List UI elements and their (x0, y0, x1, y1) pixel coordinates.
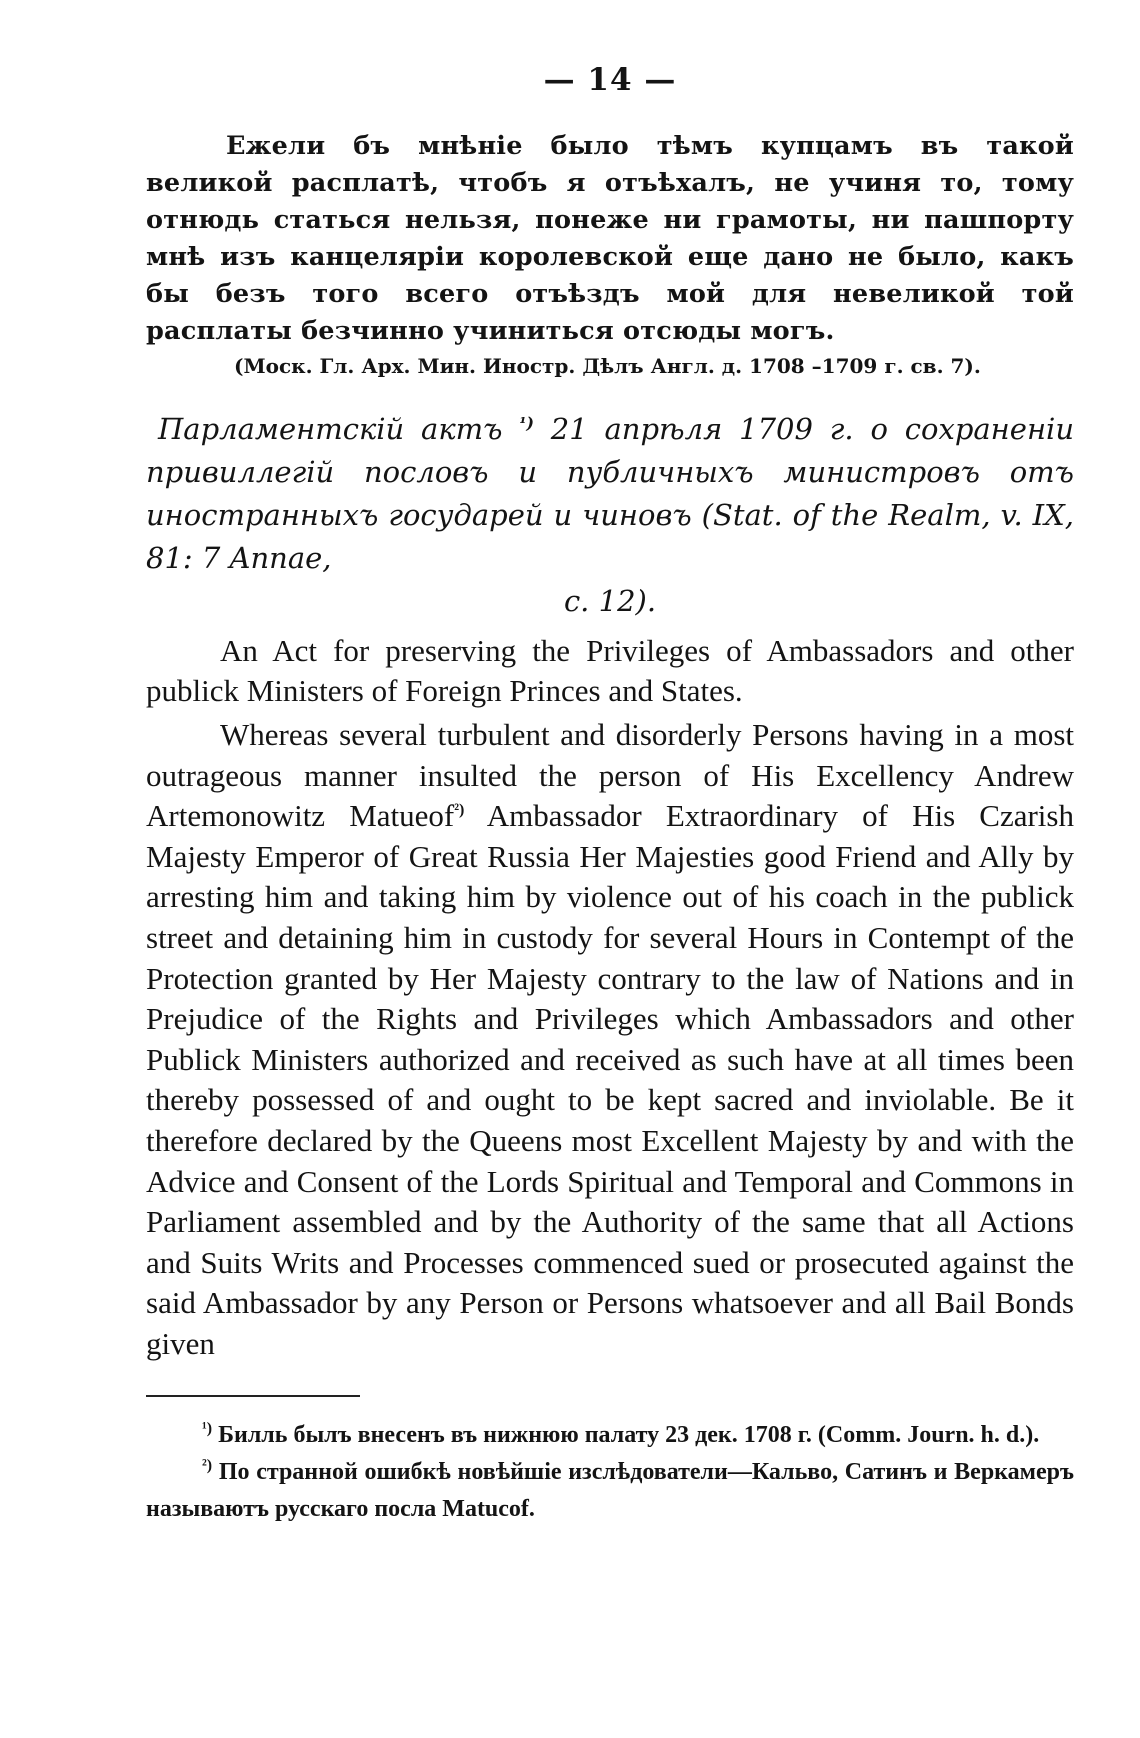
footnote-divider (146, 1395, 360, 1397)
footnote-1-mark: ¹) (202, 1419, 213, 1437)
english-body-part1: Whereas several turbulent and disorderly Persons having in a most outrageous manner insulted the person of His Excellency Andrew Artemonowitz Matueof (146, 717, 1074, 834)
english-body-part2: Ambassador Extraordinary of His Czarish Majesty Emperor of Great Russia Her Majesties good Friend and Ally by arresting him and taking him by violence out of his coach in the publick street and detaining him in custody for several Hours in Contempt of the Protection granted by Her Majesty contrary to the law of Nations and in Prejudice of the Rights and Privileges which Ambassadors and other Publick Ministers authorized and received as such have at all times been thereby possessed of and ought to be kept sacred and inviolable. Be it therefore declared by the Queens most Excellent Majesty by and with the Advice and Consent of the Lords Spiritual and Temporal and Commons in Parliament assembled and by the Authority of the same that all Actions and Suits Writs and Processes commenced sued or prosecuted against the said Ambassador by any Person or Persons whatsoever and all Bail Bonds given (146, 798, 1074, 1361)
english-act-body (146, 715, 1074, 1365)
document-page (146, 62, 1074, 1528)
footnote-2-text: По странной ошибкѣ новѣйшіе изслѣдователи—Кальво, Сатинъ и Веркамеръ называютъ русскаго посла Matucof. (146, 1458, 1074, 1522)
act-title (146, 408, 1074, 580)
footnote-1-text: Билль былъ внесенъ въ нижнюю палату 23 дек. 1708 г. (Comm. Journ. h. d.). (212, 1421, 1040, 1448)
russian-letter-paragraph: Ежели бъ мнѣніе было тѣмъ купцамъ въ такой великой расплатѣ, чтобъ я отъѣхалъ, не учиня то, тому отнюдь статься нельзя, понеже ни грамоты, ни пашпорту мнѣ изъ канцеляріи королевской еще дано не было, какъ бы безъ того всего отъѣздъ мой для невеликой той расплаты безчинно учиниться отсюды могъ. (146, 131, 1074, 346)
archive-reference: (Моск. Гл. Арх. Мин. Иностр. Дѣлъ Англ. д. 1708 –1709 г. св. 7). (234, 354, 981, 378)
footnote-ref-1[interactable]: ¹) (519, 413, 534, 433)
footnote-ref-2[interactable]: ²) (454, 801, 465, 819)
page-number: — 14 — (543, 62, 677, 98)
act-title-end: c. 12). (563, 584, 657, 618)
english-act-title: An Act for preserving the Privileges of Ambassadors and other publick Ministers of Foreign Princes and States. (146, 633, 1074, 708)
footnote-2 (146, 1454, 1074, 1528)
act-title-after: 21 апрѣля 1709 г. о сохраненіи привиллегій пословъ и публичныхъ министровъ отъ иностранныхъ государей и чиновъ (Stat. of the Realm, v. IX, 81: 7 Annae, (146, 412, 1075, 575)
footnote-1 (146, 1417, 1074, 1454)
footnote-2-mark: ²) (202, 1456, 213, 1474)
act-title-before: Парламентскій актъ (158, 412, 503, 446)
